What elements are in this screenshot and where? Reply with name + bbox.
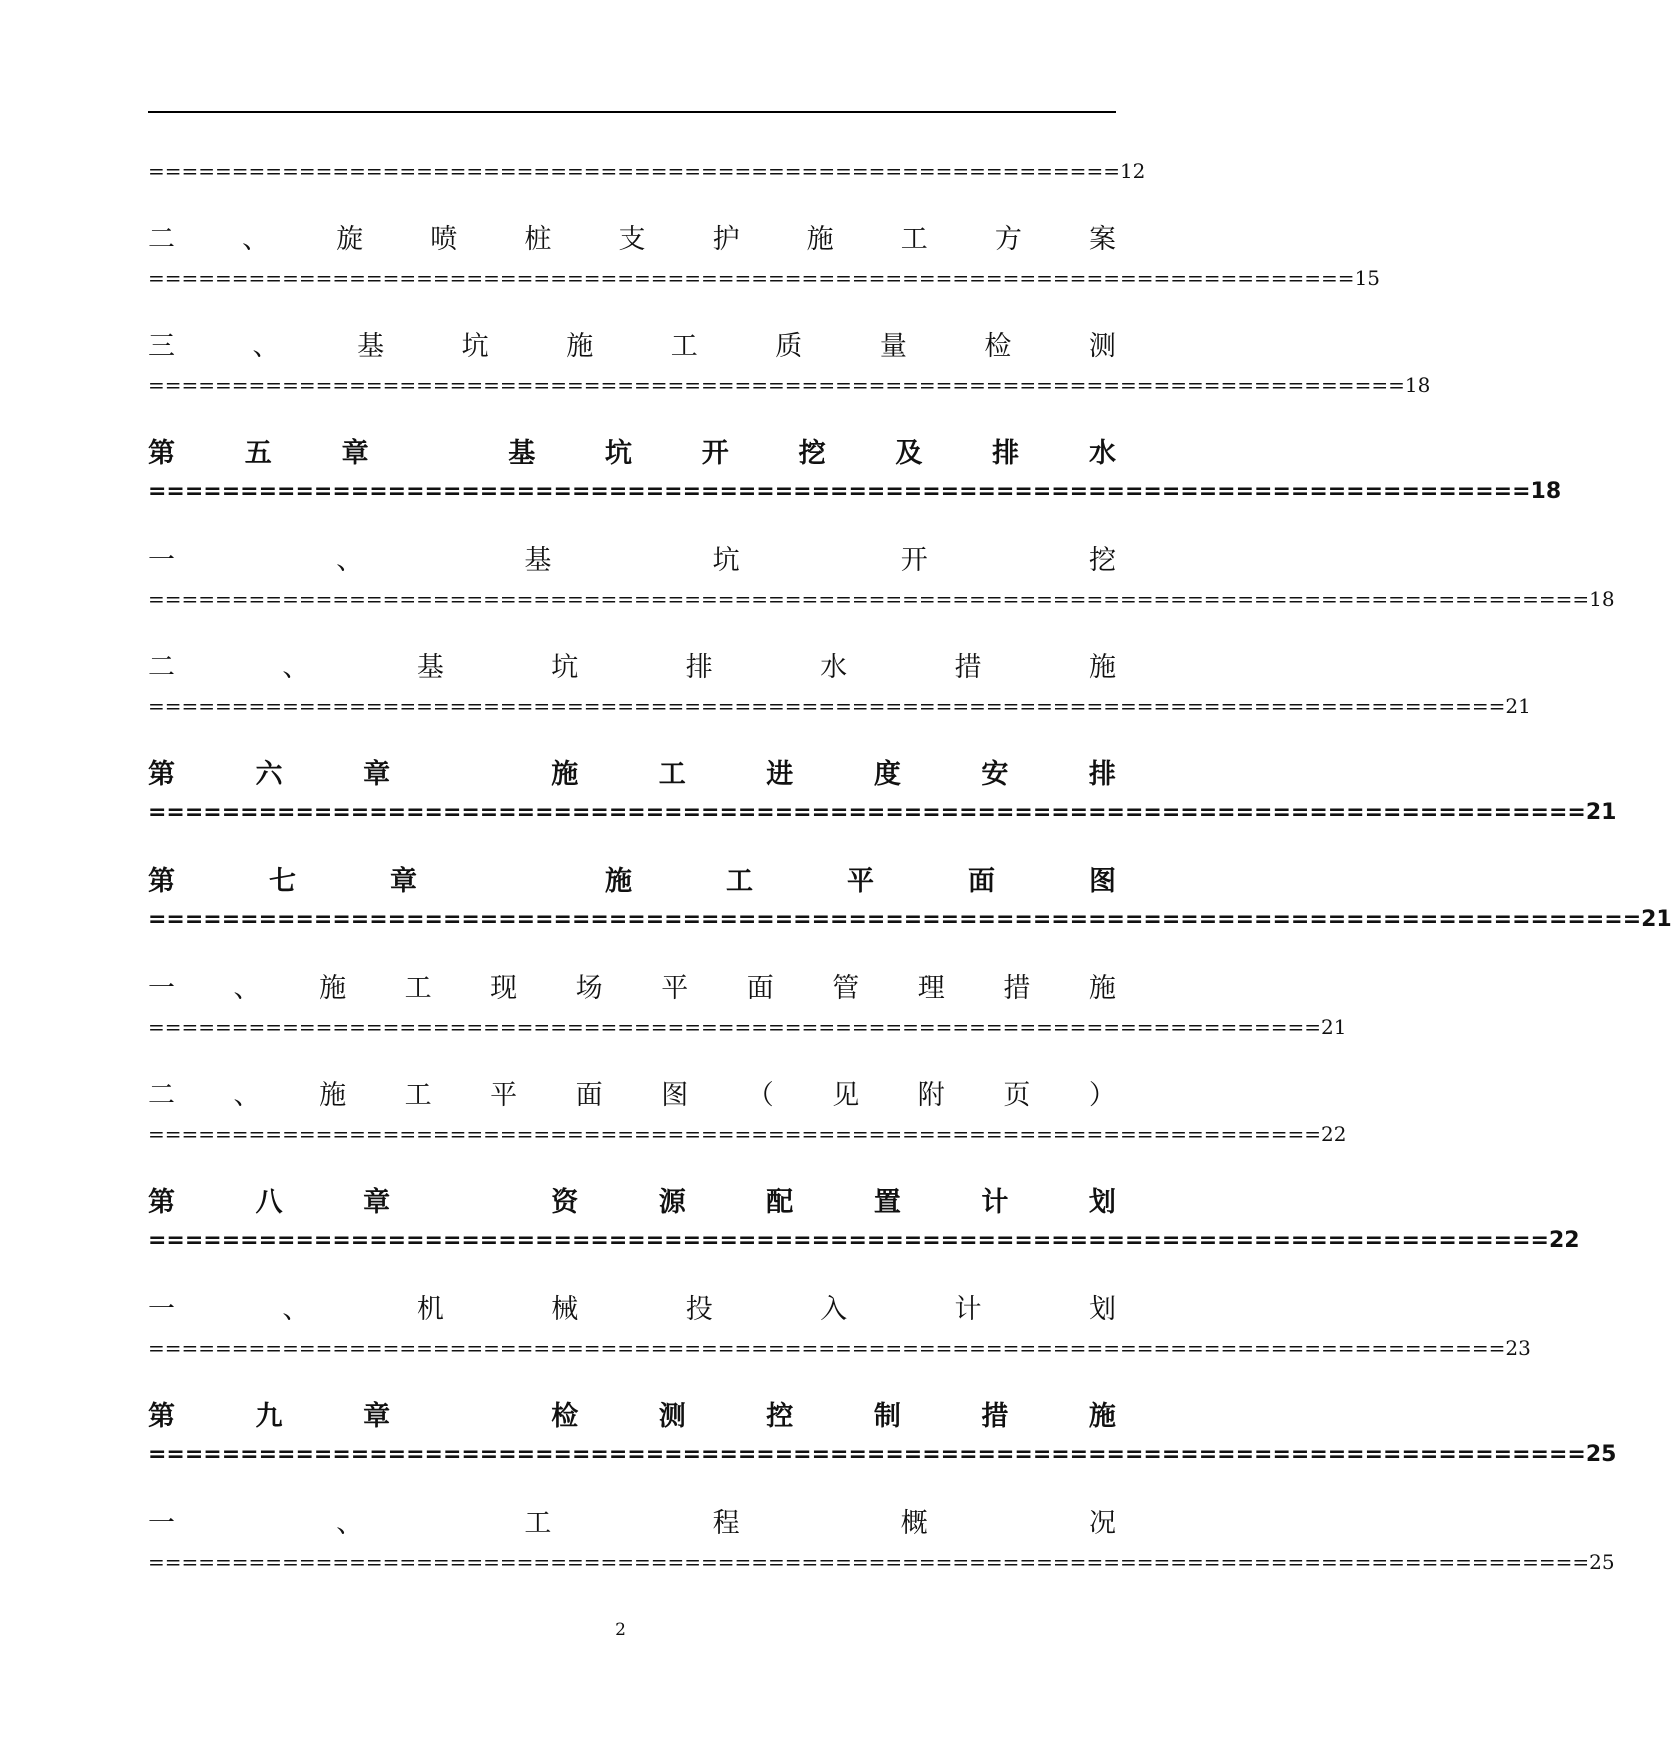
title-char: 施 <box>806 224 834 255</box>
title-char: 章 <box>363 1401 391 1432</box>
toc-chapter-entry[interactable] <box>148 427 1562 534</box>
title-char: 基 <box>524 545 552 576</box>
title-char: 图 <box>661 1080 689 1111</box>
title-char: 工 <box>404 1080 432 1111</box>
title-char: 见 <box>832 1080 860 1111</box>
title-char: 入 <box>820 1294 848 1325</box>
toc-page-number: 21 <box>1505 694 1531 718</box>
title-char: 施 <box>1088 652 1116 683</box>
title-char: 及 <box>895 438 923 469</box>
title-char: 施 <box>605 866 632 897</box>
title-char: 第 <box>148 866 175 897</box>
title-char: 概 <box>900 1508 928 1539</box>
title-char: 施 <box>319 1080 347 1111</box>
title-char: 检 <box>551 1401 579 1432</box>
title-char: 现 <box>490 973 518 1004</box>
toc-entry-title <box>148 1390 1116 1444</box>
leader-dots: =========================================================================== <box>148 373 1405 397</box>
title-char: 坑 <box>551 652 579 683</box>
title-char: 章 <box>363 1187 391 1218</box>
title-char: 测 <box>1088 331 1116 362</box>
toc-page-number: 25 <box>1585 1442 1617 1467</box>
title-char: 措 <box>981 1401 1009 1432</box>
leader-dots: ======================================================================== <box>148 266 1355 290</box>
toc-leader <box>148 1550 1615 1604</box>
title-char: 附 <box>917 1080 945 1111</box>
title-char: 平 <box>490 1080 518 1111</box>
title-char: 坑 <box>604 438 632 469</box>
toc-leader <box>148 587 1615 641</box>
title-char: 挖 <box>1088 545 1116 576</box>
title-char: 章 <box>390 866 417 897</box>
title-char: （ <box>746 1080 774 1111</box>
leader-dots: ====================================================================================== <box>148 587 1590 611</box>
title-char: 方 <box>994 224 1022 255</box>
title-char: 开 <box>701 438 729 469</box>
title-char: 程 <box>712 1508 740 1539</box>
title-char: 、 <box>233 973 261 1004</box>
title-char: 坑 <box>712 545 740 576</box>
toc-page-number: 23 <box>1505 1336 1531 1360</box>
title-char: 开 <box>900 545 928 576</box>
title-char: 第 <box>148 1187 175 1218</box>
toc-entry-title <box>148 1497 1116 1551</box>
title-char: 进 <box>766 759 794 790</box>
title-char: 投 <box>685 1294 713 1325</box>
title-char: 章 <box>341 438 369 469</box>
toc-entry-title <box>148 855 1116 909</box>
title-char: 计 <box>981 1187 1009 1218</box>
title-char: 、 <box>282 652 310 683</box>
leader-dots: ====================================================================================== <box>148 1550 1590 1574</box>
leader-dots: ============================================================================ <box>148 1228 1549 1253</box>
toc-section-entry[interactable] <box>148 1283 1531 1390</box>
title-char: 第 <box>148 438 175 469</box>
header-rule <box>148 111 1116 113</box>
toc-entry-title <box>148 427 1116 481</box>
toc-chapter-entry[interactable] <box>148 1390 1617 1497</box>
toc-entry-title <box>148 1069 1116 1123</box>
toc-page-number: 21 <box>1585 800 1617 825</box>
title-char: 量 <box>879 331 907 362</box>
title-char: 工 <box>726 866 753 897</box>
toc-leader <box>148 1015 1347 1069</box>
title-char: 第 <box>148 759 175 790</box>
leader-dots: ================================================================================= <box>148 1336 1506 1360</box>
toc-leader <box>148 1442 1617 1497</box>
title-char: 、 <box>233 1080 261 1111</box>
title-char: 二 <box>148 1080 175 1111</box>
leader-dots: ================================================================================= <box>148 907 1642 932</box>
title-char: ） <box>1088 1080 1116 1111</box>
title-char: 二 <box>148 652 175 683</box>
title-char: 九 <box>255 1401 283 1432</box>
title-char: 质 <box>775 331 803 362</box>
title-char: 页 <box>1003 1080 1031 1111</box>
toc-leader <box>148 1122 1347 1176</box>
toc-entry-title <box>148 1283 1116 1337</box>
toc-leader <box>148 159 1146 213</box>
toc-page-number: 18 <box>1530 479 1562 504</box>
title-char: 基 <box>508 438 536 469</box>
title-char: 施 <box>566 331 594 362</box>
toc-entry-first-leader <box>148 159 1146 213</box>
toc-section-entry[interactable] <box>148 1069 1347 1176</box>
title-char: 计 <box>954 1294 982 1325</box>
toc-leader <box>148 694 1531 748</box>
title-char: 排 <box>1088 759 1116 790</box>
title-char: 置 <box>873 1187 901 1218</box>
toc-leader <box>148 1336 1531 1390</box>
toc-section-entry[interactable] <box>148 641 1531 748</box>
title-char: 划 <box>1088 1187 1116 1218</box>
toc-leader <box>148 1228 1580 1283</box>
title-char: 平 <box>847 866 874 897</box>
leader-dots: ========================================================== <box>148 159 1120 183</box>
title-char: 工 <box>900 224 928 255</box>
title-char: 施 <box>1088 973 1116 1004</box>
title-char: 八 <box>255 1187 283 1218</box>
toc-entry-title <box>148 1176 1116 1230</box>
title-char: 面 <box>968 866 995 897</box>
toc-page-number: 25 <box>1589 1550 1615 1574</box>
toc-leader <box>148 907 1672 962</box>
title-char: 配 <box>766 1187 794 1218</box>
toc-chapter-entry[interactable] <box>148 855 1672 962</box>
title-char: 安 <box>981 759 1009 790</box>
leader-dots: ============================================================================== <box>148 1442 1586 1467</box>
table-of-contents <box>148 159 1672 1604</box>
title-char: 机 <box>416 1294 444 1325</box>
toc-entry-title <box>148 641 1116 695</box>
title-char: 械 <box>551 1294 579 1325</box>
toc-section-entry[interactable] <box>148 534 1615 641</box>
toc-entry-title <box>148 748 1116 802</box>
toc-page-number: 21 <box>1321 1015 1347 1039</box>
title-char: 场 <box>575 973 603 1004</box>
title-char: 水 <box>1088 438 1116 469</box>
title-char: 图 <box>1089 866 1116 897</box>
title-char: 措 <box>954 652 982 683</box>
title-char: 、 <box>242 224 270 255</box>
title-char: 、 <box>252 331 280 362</box>
title-char: 支 <box>618 224 646 255</box>
title-char: 施 <box>1088 1401 1116 1432</box>
title-char: 施 <box>551 759 579 790</box>
toc-entry-title <box>148 962 1116 1016</box>
title-char: 工 <box>524 1508 552 1539</box>
title-char: 六 <box>255 759 283 790</box>
title-char: 基 <box>416 652 444 683</box>
title-char: 、 <box>282 1294 310 1325</box>
toc-entry-title <box>148 213 1116 267</box>
title-char: 控 <box>766 1401 794 1432</box>
title-char: 工 <box>670 331 698 362</box>
leader-dots: ====================================================================== <box>148 1122 1322 1146</box>
toc-section-entry[interactable] <box>148 962 1347 1069</box>
title-char: 一 <box>148 973 175 1004</box>
toc-page-number: 18 <box>1589 587 1615 611</box>
title-char: 水 <box>820 652 848 683</box>
title-char: 桩 <box>524 224 552 255</box>
title-char: 七 <box>269 866 296 897</box>
title-char: 基 <box>357 331 385 362</box>
title-char: 挖 <box>798 438 826 469</box>
toc-section-entry[interactable] <box>148 320 1431 427</box>
leader-dots: ====================================================================== <box>148 1015 1322 1039</box>
title-char: 排 <box>992 438 1020 469</box>
title-char: 三 <box>148 331 175 362</box>
toc-section-entry[interactable] <box>148 1497 1615 1604</box>
title-char: 平 <box>661 973 689 1004</box>
toc-page-number: 12 <box>1119 159 1146 183</box>
title-char: 坑 <box>461 331 489 362</box>
toc-entry-title <box>148 320 1116 374</box>
leader-dots: =========================================================================== <box>148 479 1531 504</box>
title-char: 喷 <box>430 224 458 255</box>
title-char: 一 <box>148 1508 175 1539</box>
title-char: 况 <box>1088 1508 1116 1539</box>
title-char: 二 <box>148 224 175 255</box>
title-char: 、 <box>336 1508 364 1539</box>
leader-dots: ================================================================================= <box>148 694 1506 718</box>
toc-leader <box>148 479 1562 534</box>
toc-leader <box>148 800 1617 855</box>
title-char: 测 <box>658 1401 686 1432</box>
title-char: 源 <box>658 1187 686 1218</box>
title-char: 案 <box>1088 224 1116 255</box>
toc-entry-title <box>148 534 1116 588</box>
title-char: 排 <box>685 652 713 683</box>
title-char: 面 <box>575 1080 603 1111</box>
title-char: 、 <box>336 545 364 576</box>
title-char: 一 <box>148 545 175 576</box>
title-char: 一 <box>148 1294 175 1325</box>
title-char: 检 <box>984 331 1012 362</box>
title-char: 工 <box>658 759 686 790</box>
title-char: 施 <box>319 973 347 1004</box>
toc-chapter-entry[interactable] <box>148 1176 1580 1283</box>
title-char: 护 <box>712 224 740 255</box>
toc-chapter-entry[interactable] <box>148 748 1617 855</box>
title-char: 章 <box>363 759 391 790</box>
title-char: 面 <box>746 973 774 1004</box>
title-char: 度 <box>873 759 901 790</box>
toc-page-number: 18 <box>1404 373 1431 397</box>
title-char: 资 <box>551 1187 579 1218</box>
title-char: 五 <box>244 438 272 469</box>
toc-page-number: 21 <box>1641 907 1672 932</box>
toc-page-number: 22 <box>1321 1122 1347 1146</box>
title-char: 管 <box>832 973 860 1004</box>
toc-leader <box>148 266 1381 320</box>
title-char: 制 <box>873 1401 901 1432</box>
toc-page-number: 15 <box>1354 266 1381 290</box>
leader-dots: ============================================================================== <box>148 800 1586 825</box>
title-char: 措 <box>1003 973 1031 1004</box>
toc-section-entry[interactable] <box>148 213 1381 320</box>
title-char: 第 <box>148 1401 175 1432</box>
toc-page-number: 22 <box>1548 1228 1580 1253</box>
title-char: 理 <box>917 973 945 1004</box>
page-number: 2 <box>615 1620 626 1640</box>
toc-leader <box>148 373 1431 427</box>
title-char: 旋 <box>336 224 364 255</box>
title-char: 工 <box>404 973 432 1004</box>
title-char: 划 <box>1088 1294 1116 1325</box>
